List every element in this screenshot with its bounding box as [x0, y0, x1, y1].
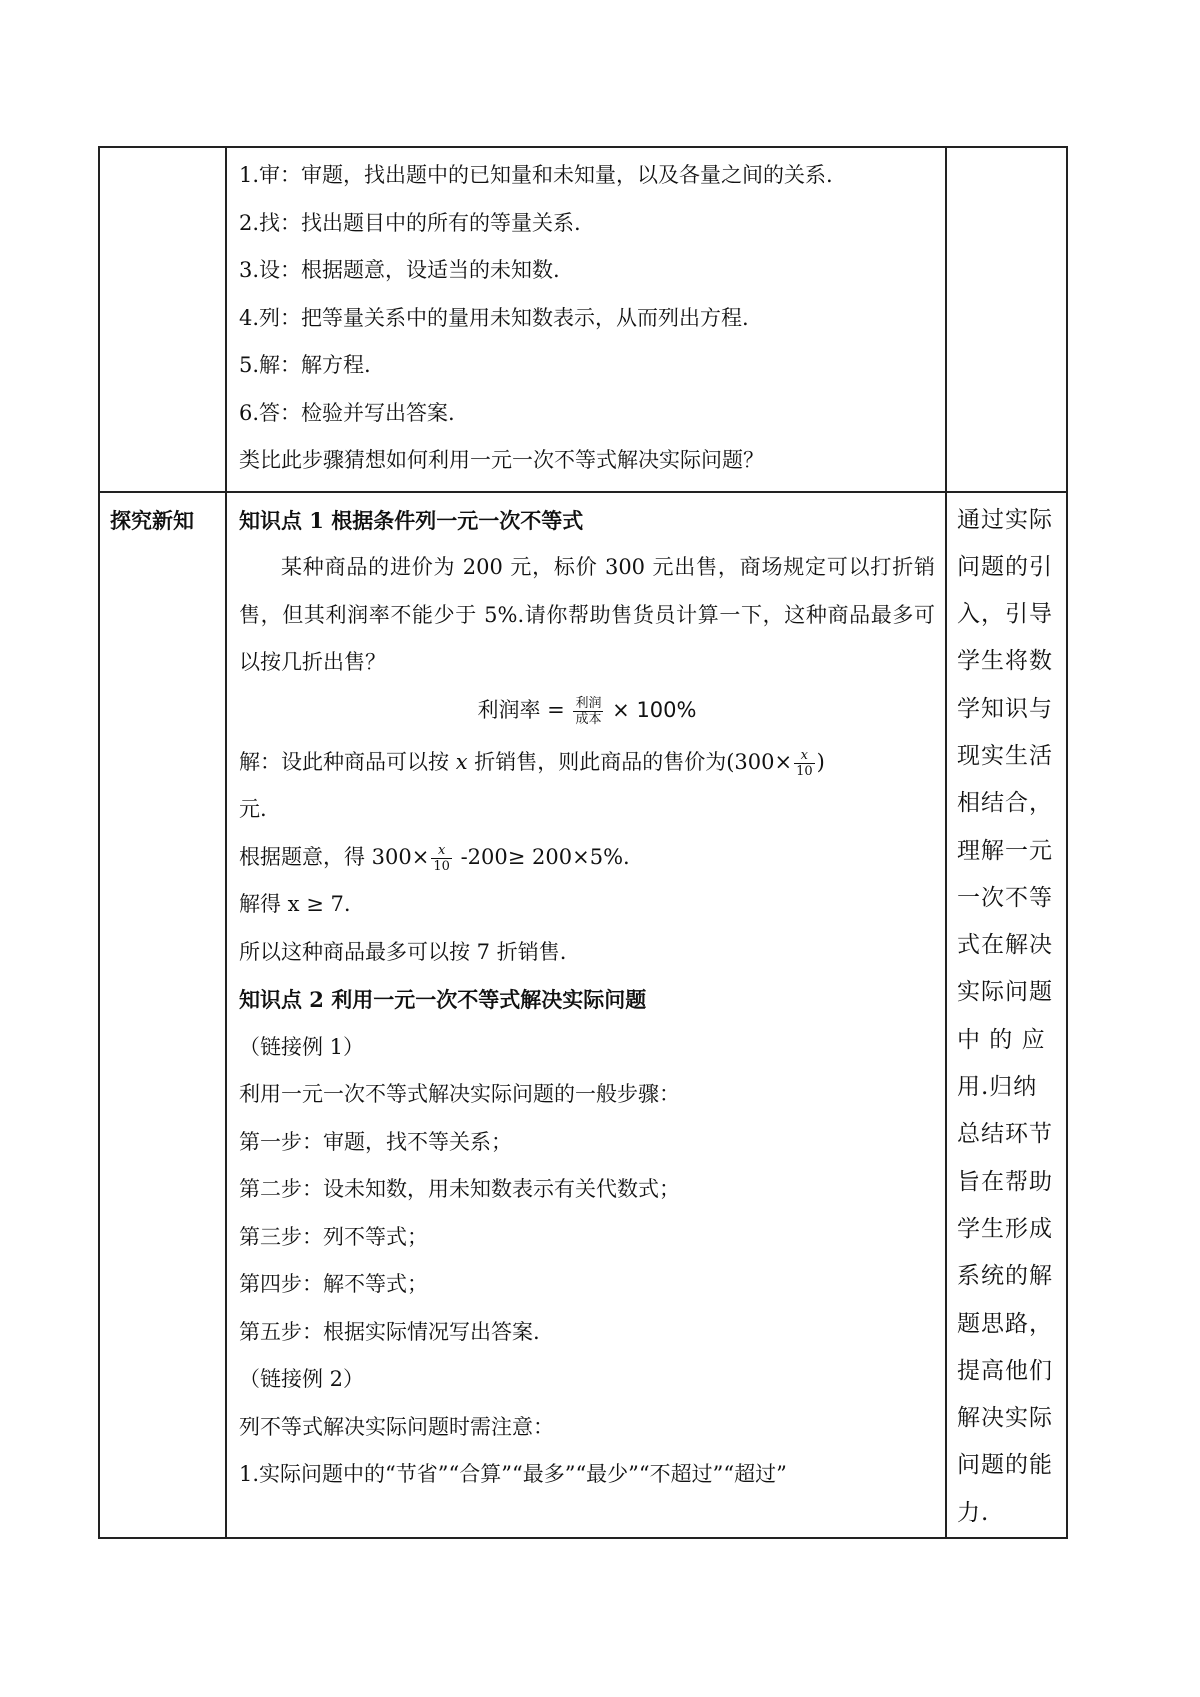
note-line: 问题的能 — [957, 1452, 1053, 1479]
stage-cell — [99, 492, 226, 1539]
note-line: 旨在帮助 — [957, 1168, 1053, 1195]
note-line: 相结合， — [957, 790, 1053, 817]
attention-item-1: 1.实际问题中的“节省”“合算”“最多”“最少”“不超过”“超过” — [239, 1462, 787, 1486]
note-line: 总结环节 — [957, 1121, 1053, 1148]
design-intent-cell — [946, 492, 1067, 1539]
link-example-2: （链接例 2） — [239, 1367, 365, 1391]
formula-numerator: 利润 — [575, 695, 602, 711]
review-question: 类比此步骤猜想如何利用一元一次不等式解决实际问题？ — [239, 448, 764, 472]
note-line: 用.归纳 — [957, 1074, 1038, 1101]
step-item: 第一步：审题，找不等关系； — [239, 1129, 512, 1154]
step-item: 第三步：列不等式； — [239, 1224, 428, 1249]
stage-cell-empty — [99, 147, 226, 492]
profit-rate-formula — [239, 687, 935, 739]
review-step: 5.解：解方程. — [239, 353, 371, 377]
step-item: 第四步：解不等式； — [239, 1272, 428, 1296]
note-line: 理解一元 — [957, 837, 1053, 864]
attention-title: 列不等式解决实际问题时需注意： — [239, 1414, 554, 1439]
note-line: 学知识与 — [957, 695, 1053, 722]
solution-line-3 — [239, 834, 935, 882]
formula-rhs: × 100% — [612, 697, 697, 722]
step-item: 第五步：根据实际情况写出答案. — [239, 1319, 540, 1344]
note-line: 通过实际 — [957, 506, 1053, 533]
note-line: 解决实际 — [957, 1405, 1053, 1432]
note-line: 问题的引 — [957, 553, 1053, 580]
review-step: 6.答：检验并写出答案. — [239, 400, 455, 425]
knowledge-point-2-title: 知识点 2 利用一元一次不等式解决实际问题 — [239, 987, 647, 1012]
link-example-1: （链接例 1） — [239, 1034, 365, 1059]
note-line: 学生形成 — [957, 1215, 1053, 1242]
note-line: 学生将数 — [957, 648, 1053, 675]
fraction-numerator: x — [431, 843, 452, 859]
review-step: 1.审：审题，找出题中的已知量和未知量，以及各量之间的关系. — [239, 163, 833, 187]
lesson-plan-table — [98, 146, 1068, 1539]
formula-fraction — [573, 696, 603, 727]
note-line: 力. — [957, 1499, 990, 1526]
knowledge-point-1-title: 知识点 1 根据条件列一元一次不等式 — [239, 507, 584, 533]
formula-lhs: 利润率 = — [477, 697, 565, 722]
solution-line-1 — [239, 739, 935, 787]
note-line: 一次不等 — [957, 884, 1053, 911]
solution-text: 根据题意，得 300× — [239, 844, 430, 869]
note-line: 系统的解 — [957, 1263, 1053, 1290]
review-step: 3.设：根据题意，设适当的未知数. — [239, 258, 560, 282]
solution-line-5: 所以这种商品最多可以按 7 折销售. — [239, 939, 567, 964]
note-line: 中 的 应 — [957, 1026, 1046, 1053]
solution-line-4: 解得 x ≥ 7. — [239, 892, 351, 916]
table-row-explore — [99, 492, 1067, 1539]
problem-text: 某种商品的进价为 200 元，标价 300 元出售，商场规定可以打折销售，但其利润率不能少于 5%.请你帮助售货员计算一下，这种商品最多可以按几折出售？ — [239, 555, 935, 674]
fraction-x-over-10 — [431, 843, 452, 874]
note-line: 式在解决 — [957, 932, 1053, 959]
stage-label: 探究新知 — [110, 507, 194, 533]
solution-text: ) — [816, 749, 825, 774]
note-line: 实际问题 — [957, 979, 1053, 1006]
fraction-denominator: 10 — [796, 763, 813, 779]
solution-text: 折销售，则此商品的售价为(300× — [467, 749, 793, 774]
note-cell-empty — [946, 147, 1067, 492]
note-line: 现实生活 — [957, 742, 1053, 769]
solution-text: 解：设此种商品可以按 — [239, 749, 456, 774]
note-line: 提高他们 — [957, 1357, 1053, 1384]
step-item: 第二步：设未知数，用未知数表示有关代数式； — [239, 1177, 680, 1201]
steps-title: 利用一元一次不等式解决实际问题的一般步骤： — [239, 1082, 680, 1106]
solution-line-2: 元. — [239, 797, 267, 821]
note-line: 入，引导 — [957, 601, 1053, 628]
formula-denominator: 成本 — [575, 711, 602, 727]
review-step: 2.找：找出题目中的所有的等量关系. — [239, 210, 581, 235]
solution-text: -200≥ 200×5%. — [453, 844, 630, 869]
fraction-x-over-10 — [794, 748, 815, 779]
note-line: 题思路， — [957, 1310, 1053, 1337]
variable-x: x — [455, 749, 468, 774]
content-cell-review — [226, 147, 946, 492]
table-row-review — [99, 147, 1067, 492]
fraction-numerator: x — [794, 748, 815, 764]
review-step: 4.列：把等量关系中的量用未知数表示，从而列出方程. — [239, 305, 749, 330]
design-intent-note — [947, 493, 1066, 1538]
content-cell-explore — [226, 492, 946, 1539]
fraction-denominator: 10 — [433, 858, 450, 874]
